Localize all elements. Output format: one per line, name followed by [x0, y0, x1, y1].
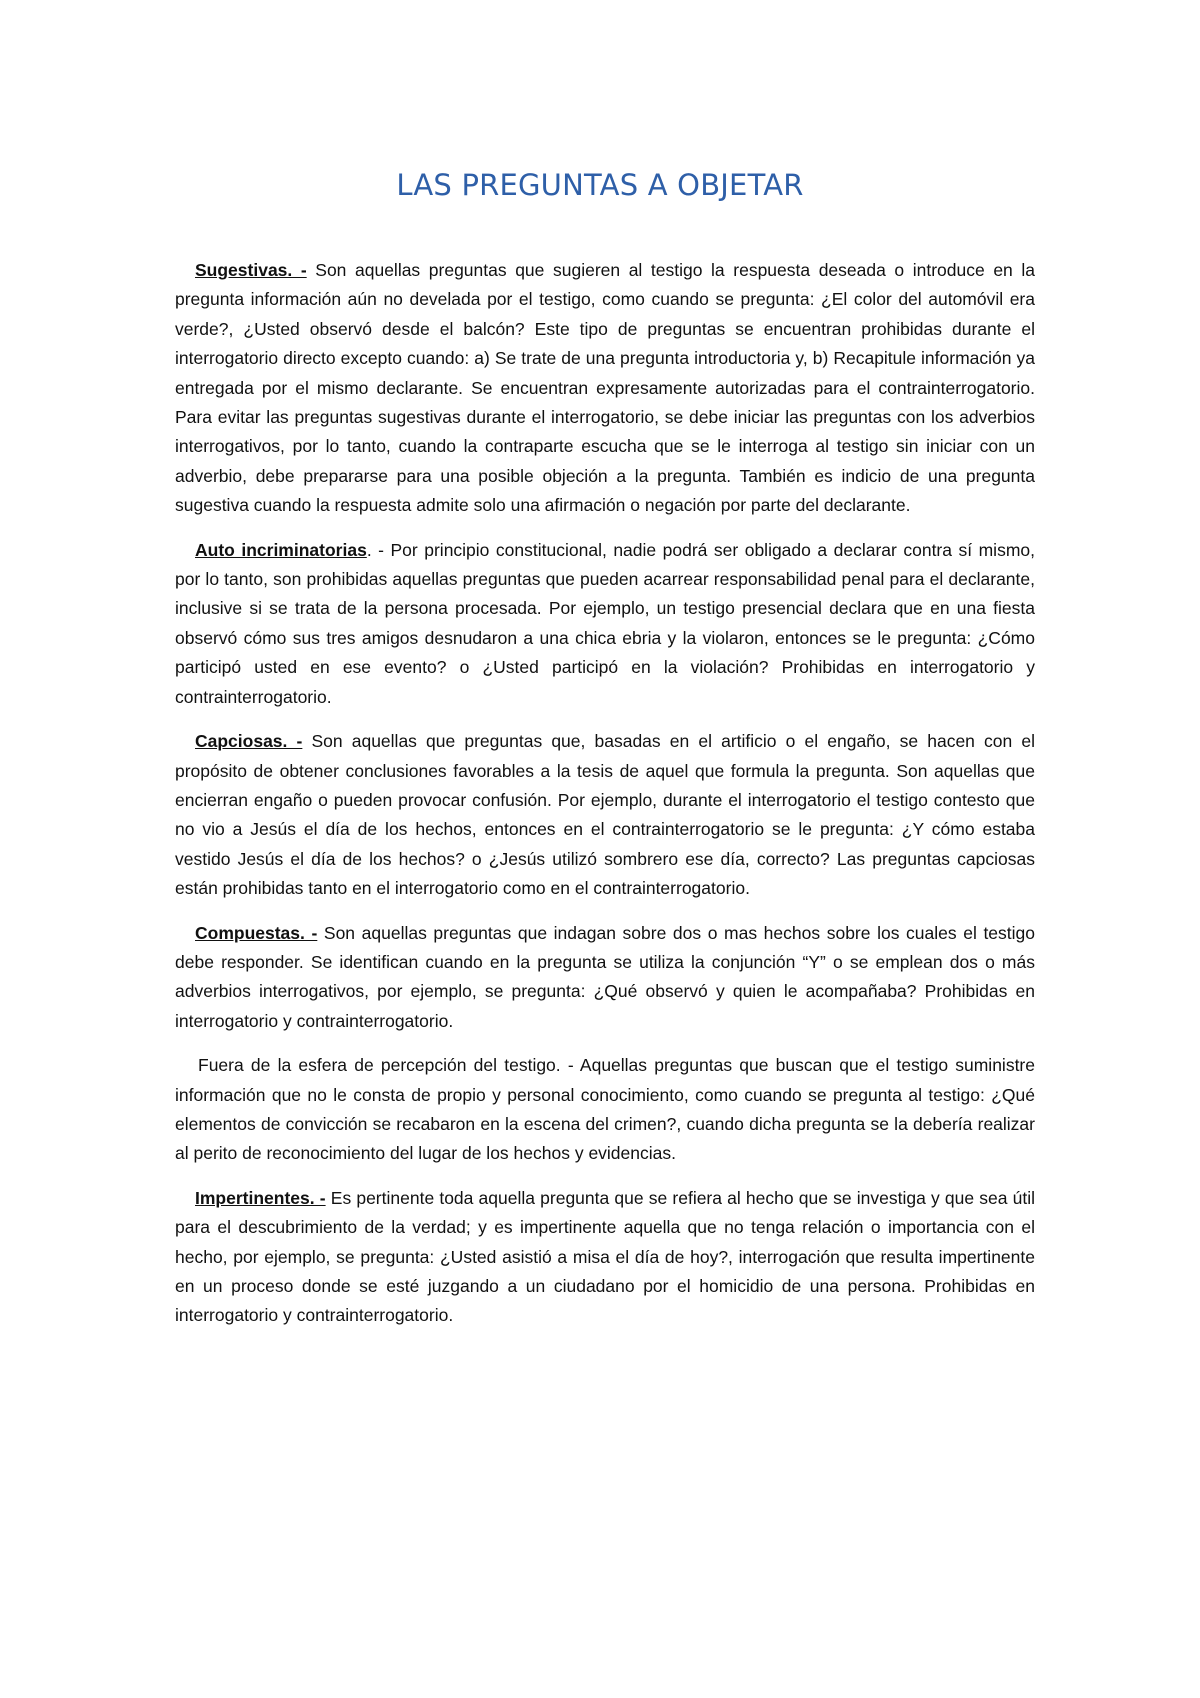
paragraph-text: Es pertinente toda aquella pregunta que se refiera al hecho que se investiga y que sea útil para el descubrimiento de la verdad; y es impertinente aquella que no tenga relación o importancia con el hecho, por ejemplo, se pregunta: ¿Usted asistió a misa el día de hoy?, interrogación que resulta impertinente en un proceso donde se esté juzgando a un ciudadano por el homicidio de una persona. Prohibidas en interrogatorio y contrainterrogatorio.: [175, 1187, 1035, 1326]
paragraph-compuestas: [175, 919, 1035, 1037]
paragraph-text: Son aquellas preguntas que indagan sobre dos o mas hechos sobre los cuales el testigo debe responder. Se identifican cuando en la pregunta se utiliza la conjunción “Y” o se emplean dos o más adverbios interrogativos, por ejemplo, se pregunta: ¿Qué observó y quien le acompañaba? Prohibidas en interrogatorio y contrainterrogatorio.: [175, 922, 1036, 1031]
paragraph-impertinentes: [175, 1184, 1035, 1331]
term-sugestivas: Sugestivas. -: [195, 260, 307, 280]
paragraph-text: . - Por principio constitucional, nadie podrá ser obligado a declarar contra sí mismo, por lo tanto, son prohibidas aquellas preguntas que pueden acarrear responsabilidad penal para el declarante, inclusive si se trata de la persona procesada. Por ejemplo, un testigo presencial declara que en una fiesta observó cómo sus tres amigos desnudaron a una chica ebria y la violaron, entonces se le pregunta: ¿Cómo participó usted en ese evento? o ¿Usted participó en la violación? Prohibidas en interrogatorio y contrainterrogatorio.: [175, 539, 1035, 707]
term-impertinentes: Impertinentes. -: [195, 1187, 326, 1208]
paragraph-fuera-de-la-esfera: [175, 1051, 1035, 1169]
paragraph-sugestivas: [175, 256, 1035, 521]
term-compuestas: Compuestas. -: [195, 922, 318, 943]
paragraph-text: Son aquellas preguntas que sugieren al testigo la respuesta deseada o introduce en la pregunta información aún no develada por el testigo, como cuando se pregunta: ¿El color del automóvil era verde?, ¿Usted observó desde el balcón? Este tipo de preguntas se encuentran prohibidas durante el interrogatorio directo excepto cuando: a) Se trate de una pregunta introductoria y, b) Recapitule información ya entregada por el mismo declarante. Se encuentran expresamente autorizadas para el contrainterrogatorio. Para evitar las preguntas sugestivas durante el interrogatorio, se debe iniciar las preguntas con los adverbios interrogativos, por lo tanto, cuando la contraparte escucha que se le interroga al testigo sin iniciar con un adverbio, debe prepararse para una posible objeción a la pregunta. También es indicio de una pregunta sugestiva cuando la respuesta admite solo una afirmación o negación por parte del declarante.: [175, 260, 1035, 516]
paragraph-auto-incriminatorias: [175, 536, 1035, 712]
term-capciosas: Capciosas. -: [195, 731, 303, 752]
document-title: LAS PREGUNTAS A OBJETAR: [396, 168, 804, 202]
paragraph-text: Fuera de la esfera de percepción del testigo. - Aquellas preguntas que buscan que el testigo suministre información que no le consta de propio y personal conocimiento, como cuando se pregunta al testigo: ¿Qué elementos de convicción se recabaron en la escena del crimen?, cuando dicha pregunta se la debería realizar al perito de reconocimiento del lugar de los hechos y evidencias.: [175, 1055, 1035, 1164]
paragraph-text: Son aquellas que preguntas que, basadas en el artificio o el engaño, se hacen con el propósito de obtener conclusiones favorables a la tesis de aquel que formula la pregunta. Son aquellas que encierran engaño o pueden provocar confusión. Por ejemplo, durante el interrogatorio el testigo contesto que no vio a Jesús el día de los hechos, entonces en el contrainterrogatorio se le pregunta: ¿Y cómo estaba vestido Jesús el día de los hechos? o ¿Jesús utilizó sombrero ese día, correcto? Las preguntas capciosas están prohibidas tanto en el interrogatorio como en el contrainterrogatorio.: [175, 731, 1035, 899]
term-auto-incriminatorias: Auto incriminatorias: [195, 539, 367, 560]
paragraph-capciosas: [175, 727, 1035, 903]
document-body: [175, 256, 1035, 1346]
